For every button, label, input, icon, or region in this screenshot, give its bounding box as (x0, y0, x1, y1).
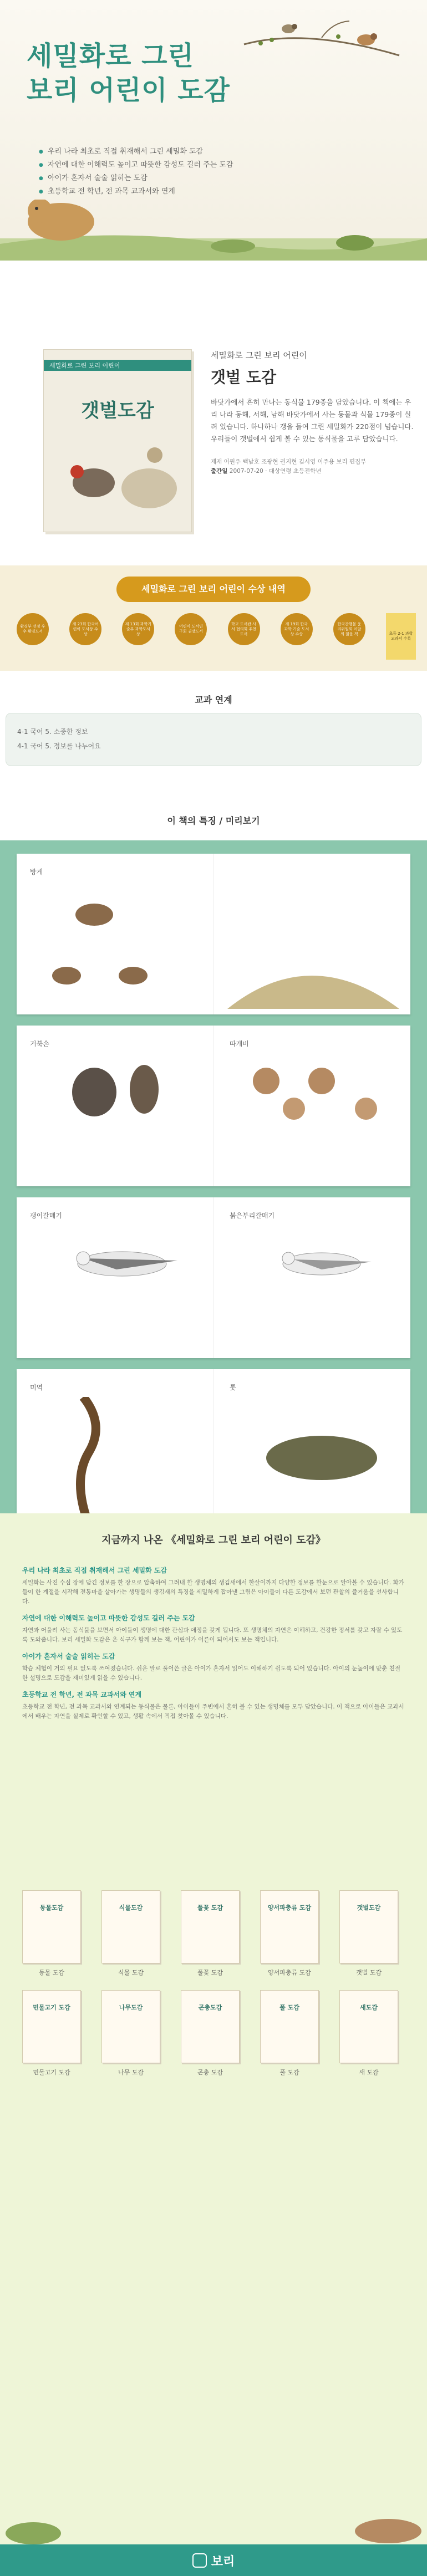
series-book-title: 갯벌도감 (357, 1904, 381, 1911)
features-section (0, 798, 427, 1513)
page-title: 따개비 (230, 1040, 249, 1048)
page-title: 방게 (30, 868, 43, 876)
meadow-illustration (0, 200, 427, 261)
page-title: 붉은부리갈매기 (230, 1212, 275, 1220)
hero-bullet: ● 자연에 대한 이해력도 높이고 따뜻한 감성도 길러 주는 도감 (39, 159, 250, 172)
preview-spread (17, 1369, 410, 1530)
hero-banner (0, 0, 427, 261)
series-book-title: 나무도감 (119, 2004, 143, 2011)
hero-bullet-list (39, 145, 250, 198)
footer-bar (0, 2544, 427, 2576)
hijiki-illustration (250, 1419, 394, 1486)
book-info-section (0, 327, 427, 565)
hero-bullet: ● 초등학교 전 학년, 전 과목 교과서와 연계 (39, 185, 250, 198)
series-book-title: 동물도감 (39, 1904, 64, 1911)
awards-row (17, 613, 416, 660)
awards-title-bar (116, 577, 311, 602)
book-cover (43, 349, 192, 532)
series-book-cover[interactable] (260, 1990, 319, 2063)
series-book-title: 양서파충류 도감 (267, 1904, 312, 1911)
cover-title: 갯벌도감 (81, 400, 154, 422)
crab-illustration (55, 433, 181, 522)
series-book-cover[interactable] (101, 1890, 160, 1963)
hero-title-line2: 보리 어린이 도감 (27, 75, 230, 106)
point-heading: 아이가 혼자서 술술 읽히는 도감 (22, 1652, 115, 1660)
hero-bullet: ● 우리 나라 최초로 직접 취재해서 그린 세밀화 도감 (39, 145, 250, 159)
series-book-label: 나무 도감 (118, 2069, 144, 2076)
gull-illustration (50, 1236, 194, 1292)
book-series: 세밀화로 그린 보리 어린이 (211, 350, 307, 360)
series-book-cover[interactable] (260, 1890, 319, 1963)
award-badge: 학교 도서관 사서 협의회 추천도서 (228, 613, 260, 645)
series-book-label: 식물 도감 (118, 1969, 144, 1976)
series-book-cover[interactable] (181, 1890, 240, 1963)
point-body: 학습 체험이 거의 필요 없도록 쓰여졌습니다. 쉬운 말로 풀어쓴 글은 아이가 혼자서 읽어도 이해하기 쉽도록 되어 있습니다. 아이의 눈높이에 맞춘 친절한 설명으로 도감을 재미있게 읽을 수 있습니다. (22, 1665, 401, 1681)
series-book-title: 민물고기 도감 (33, 2004, 70, 2011)
series-book-cover[interactable] (22, 1890, 81, 1963)
series-points (22, 1559, 405, 1721)
book-description: 바닷가에서 흔히 만나는 동식물 179종을 담았습니다. 이 책에는 우리 나라 동해, 서해, 남해 바닷가에서 사는 동물과 식물 179종이 실려 있습니다. 하나하나 갱을 들여 그린 세밀화가 220점이 넘습니다. 우리들이 갯벌에서 쉽게 볼 수 있는 동식물을 고루 담았습니다. (211, 398, 414, 443)
curriculum-box (6, 713, 421, 766)
logo-mark-icon (192, 2553, 207, 2568)
gull-illustration (250, 1236, 394, 1292)
series-book-cover[interactable] (339, 1990, 398, 2063)
point-heading: 자연에 대한 이해력도 높이고 따뜻한 감성도 길러 주는 도감 (22, 1614, 195, 1622)
features-title: 이 책의 특징 / 미리보기 (167, 815, 260, 826)
barnacle-cluster-illustration (238, 1059, 394, 1125)
leaves-illustration (0, 2511, 427, 2544)
award-badge: 제 19회 한국 과학 기술 도서상 수상 (281, 613, 313, 645)
series-list-section (0, 1513, 427, 2090)
series-book-cover[interactable] (22, 1990, 81, 2063)
publish-label: 출간일 (211, 468, 228, 475)
point-heading: 우리 나라 최초로 직접 취재해서 그린 세밀화 도감 (22, 1567, 167, 1574)
publisher-logo-text: 보리 (211, 2554, 235, 2569)
footer (0, 2511, 427, 2576)
award-box: 초등 2-1 과학 교과서 수록 (386, 613, 416, 660)
series-book-cover[interactable] (339, 1890, 398, 1963)
series-book-label: 곤충 도감 (197, 2069, 223, 2076)
point-body: 세밀화는 사진 수십 장에 담긴 정보를 한 장으로 압축하여 그려내 한 생명체의 생김새에서 한살이까지 다양한 정보를 한눈으로 알아볼 수 있습니다. 화가들이 한 계절을 시작해 전통마을 살아가는 생명들의 생김새의 특징을 세밀하게 잡아낸 그림은 아이들이 다른 도감에서 보던 관찰의 즐거움을 선사합니다. (22, 1579, 404, 1605)
crab-illustration (33, 892, 200, 1003)
page-title: 톳 (230, 1384, 236, 1391)
award-badge: 어린이 도서연구회 권장도서 (175, 613, 207, 645)
award-badge: 한국간행물 윤리위원회 이달의 읽을 책 (333, 613, 365, 645)
awards-section (0, 565, 427, 671)
series-book-label: 동물 도감 (38, 1969, 64, 1976)
book-credit: 제재 이원우 백남호 조광현 권지현 김시영 이주용 보리 편집부 (211, 458, 367, 465)
book-title: 갯벌 도감 (211, 368, 276, 386)
series-book-label: 민물고기 도감 (33, 2069, 70, 2076)
hero-title-line1: 세밀화로 그린 (27, 40, 194, 72)
series-book-label: 풀 도감 (279, 2069, 299, 2076)
curriculum-section (0, 671, 427, 787)
point-body: 초등학교 전 학년, 전 과목 교과서와 연계되는 동식물은 물론, 아이들이 주변에서 흔히 볼 수 있는 생명체를 모두 담았습니다. 이 책으로 아이들은 교과서에서 배우는 자연을 실제로 확인할 수 있고, 생활 속에서 직접 찾아볼 수 있습니다. (22, 1703, 404, 1720)
page-title: 거북손 (30, 1040, 49, 1048)
publisher-logo[interactable] (186, 2551, 241, 2570)
award-badge: 환경부 선정 우수 환경도서 (17, 613, 49, 645)
page-title: 미역 (30, 1384, 43, 1391)
award-badge: 제 23회 한국어린이 도서상 수상 (69, 613, 101, 645)
book-meta (211, 349, 416, 476)
curriculum-line: 4-1 국어 5. 소중한 정보 (17, 728, 88, 736)
series-book-cover[interactable] (181, 1990, 240, 2063)
series-list-background (0, 2090, 427, 2511)
series-list-title: 지금까지 나온 《세밀화로 그린 보리 어린이 도감》 (101, 1534, 326, 1546)
series-book-title: 새도감 (360, 2004, 378, 2011)
page-title: 괭이갈매기 (30, 1212, 62, 1220)
branch-with-birds-illustration (238, 11, 405, 78)
point-heading: 초등학교 전 학년, 전 과목 교과서와 연계 (22, 1691, 142, 1698)
barnacle-illustration (61, 1059, 172, 1120)
hero-title (27, 39, 230, 108)
seaweed-illustration (50, 1397, 128, 1524)
series-books-grid (0, 1879, 427, 2118)
curriculum-title: 교과 연계 (195, 695, 232, 705)
grass-illustration (227, 920, 399, 1009)
preview-spread (17, 1026, 410, 1186)
series-book-title: 곤충도감 (198, 2004, 222, 2011)
book-publish-info (211, 467, 416, 476)
series-book-cover[interactable] (101, 1990, 160, 2063)
point-body: 자연과 어울려 사는 동식물을 보면서 아이들이 생명에 대한 관심과 애정을 갖게 됩니다. 또 생명체의 자연은 이해하고, 건강한 정서를 갖고 자랄 수 있도록 도와줍니다. 보리 세밀화 도감은 온 식구가 함께 보는 책, 어린이가 어른이 되어서도 보는 책입니다. (22, 1627, 403, 1643)
publish-value: 2007-07-20 · 대상연령 초등전학년 (229, 468, 322, 475)
series-book-label: 풀꽃 도감 (197, 1969, 223, 1976)
preview-spread (17, 1197, 410, 1358)
series-book-title: 풀 도감 (279, 2004, 299, 2011)
preview-spread (17, 854, 410, 1014)
series-book-label: 갯벌 도감 (355, 1969, 382, 1976)
awards-title: 세밀화로 그린 보리 어린이 수상 내역 (141, 584, 286, 594)
series-book-label: 새 도감 (359, 2069, 379, 2076)
award-badge: 제 13회 과학기술부 과학도서상 (122, 613, 154, 645)
series-book-title: 풀꽃 도감 (197, 1904, 223, 1911)
cover-series-label: 세밀화로 그린 보리 어린이 (49, 362, 120, 369)
series-book-title: 식물도감 (119, 1904, 143, 1911)
series-book-label: 양서파충류 도감 (268, 1969, 311, 1976)
curriculum-line: 4-1 국어 5. 정보를 나누어요 (17, 742, 101, 750)
features-header (0, 798, 427, 839)
hero-bullet: ● 아이가 혼자서 술술 읽히는 도감 (39, 172, 250, 185)
